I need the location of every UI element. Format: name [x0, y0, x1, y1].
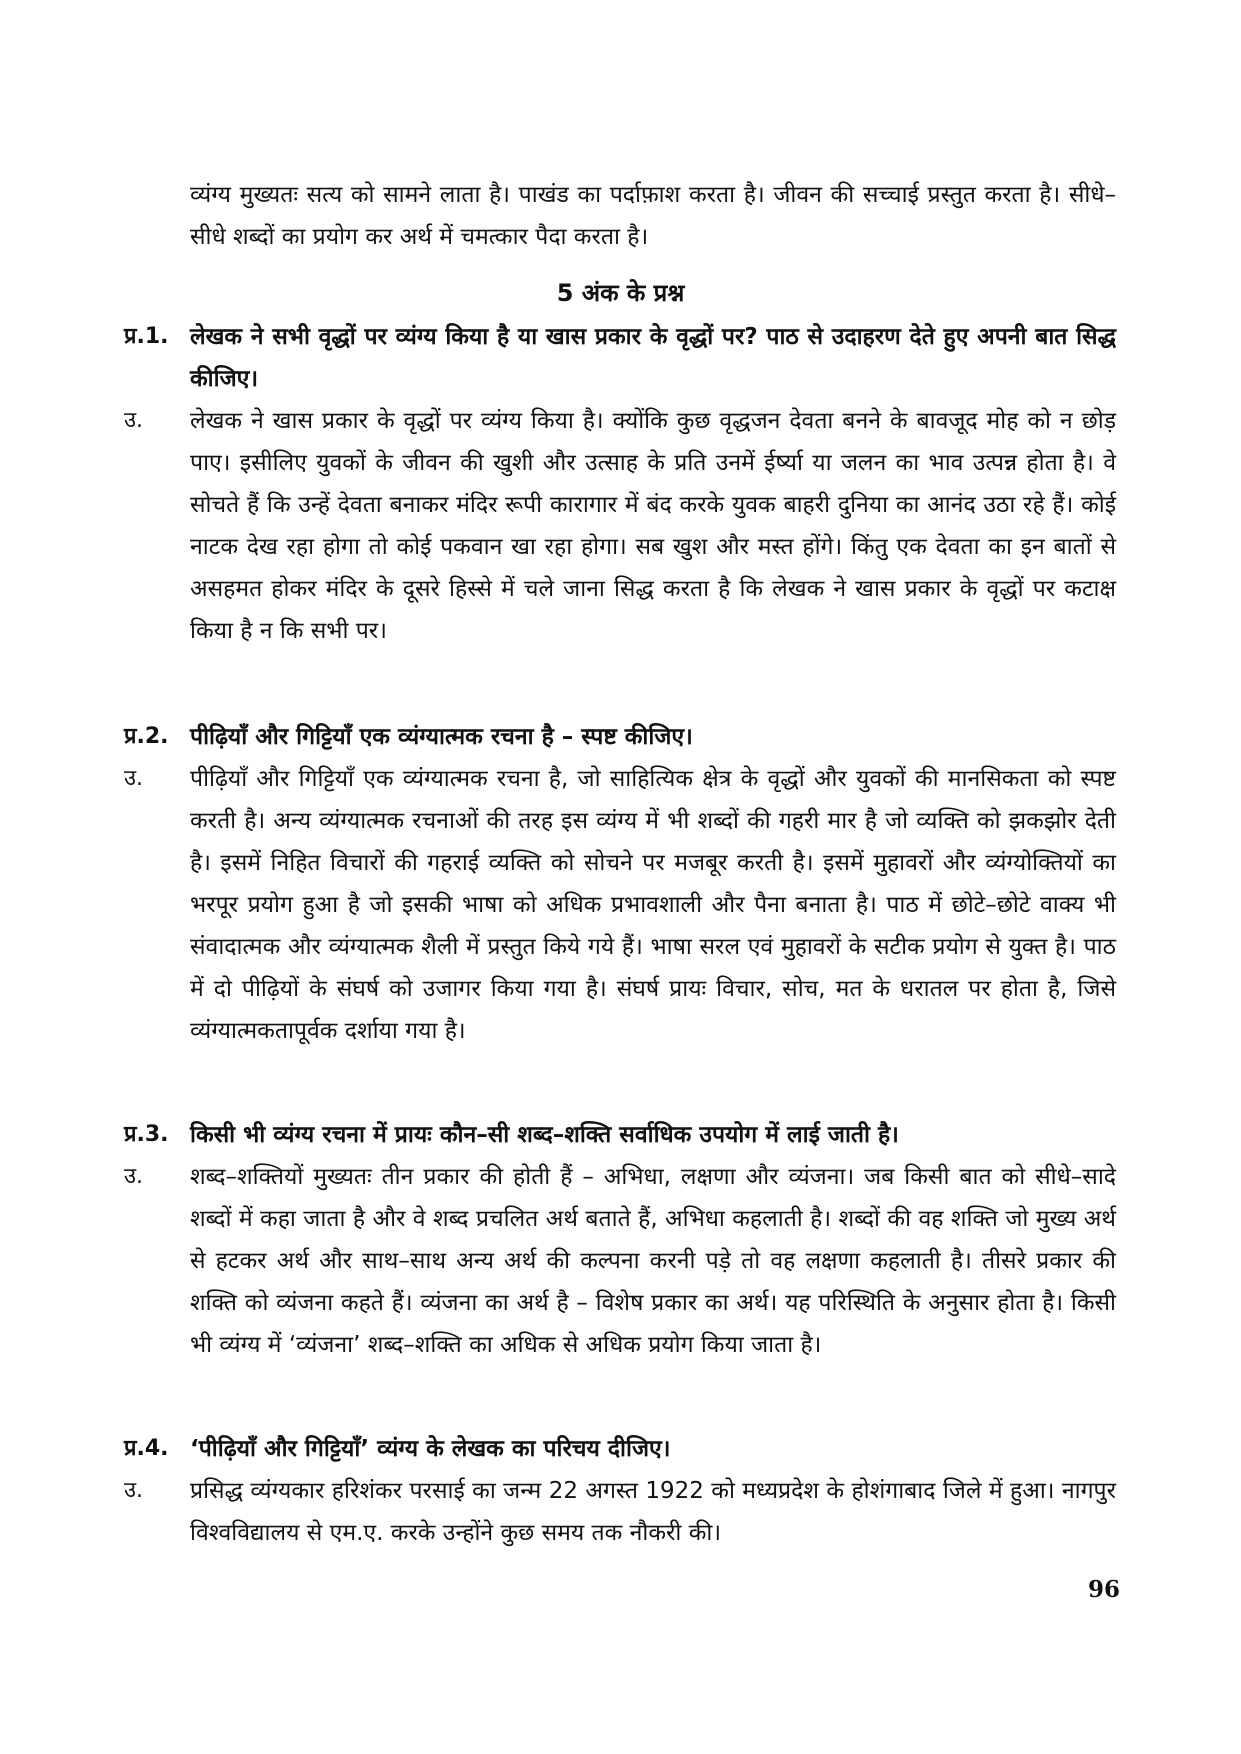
section-heading: 5 अंक के प्रश्न — [556, 279, 685, 307]
question-text: ‘पीढ़ियाँ और गिट्टियाँ’ व्यंग्य के लेखक का परिचय दीजिए। — [190, 1436, 671, 1462]
answer-text: शब्द–शक्तियों मुख्यतः तीन प्रकार की होती हैं – अभिधा, लक्षणा और व्यंजना। जब किसी बात को सीधे–सादे शब्दों में कहा जाता है और वे शब्द प्रचलित अर्थ बताते हैं, अभिधा कहलाती है। शब्दों की वह शक्ति जो मुख्य अर्थ से हटकर अर्थ और साथ–साथ अन्य अर्थ की कल्पना करनी पड़े तो वह लक्षणा कहलाती है। तीसरे प्रकार की शक्ति को व्यंजना कहते हैं। व्यंजना का अर्थ है – विशेष प्रकार का अर्थ। यह परिस्थिति के अनुसार होता है। किसी भी व्यंग्य में ‘व्यंजना’ शब्द–शक्ति का अधिक से अधिक प्रयोग किया जाता है। — [190, 1164, 1116, 1358]
question-text: लेखक ने सभी वृद्धों पर व्यंग्य किया है या खास प्रकार के वृद्धों पर? पाठ से उदाहरण देते हुए अपनी बात सिद्ध कीजिए। — [190, 324, 1116, 392]
question-label: प्र.4. — [124, 1436, 169, 1461]
answer-text: पीढ़ियाँ और गिट्टियाँ एक व्यंग्यात्मक रचना है, जो साहित्यिक क्षेत्र के वृद्धों और युवकों की मानसिकता को स्पष्ट करती है। अन्य व्यंग्यात्मक रचनाओं की तरह इस व्यंग्य में भी शब्दों की गहरी मार है जो व्यक्ति को झकझोर देती है। इसमें निहित विचारों की गहराई व्यक्ति को सोचने पर मजबूर करती है। इसमें मुहावरों और व्यंग्योक्तियों का भरपूर प्रयोग हुआ है जो इसकी भाषा को अधिक प्रभावशाली और पैना बनाता है। पाठ में छोटे–छोटे वाक्य भी संवादात्मक और व्यंग्यात्मक शैली में प्रस्तुत किये गये हैं। भाषा सरल एवं मुहावरों के सटीक प्रयोग से युक्त है। पाठ में दो पीढ़ियों के संघर्ष को उजागर किया गया है। संघर्ष प्रायः विचार, सोच, मत के धरातल पर होता है, जिसे व्यंग्यात्मकतापूर्वक दर्शाया गया है। — [190, 766, 1116, 1044]
question-text: किसी भी व्यंग्य रचना में प्रायः कौन–सी शब्द–शक्ति सर्वाधिक उपयोग में लाई जाती है। — [190, 1122, 899, 1148]
question-label: प्र.3. — [124, 1122, 169, 1147]
answer-label: उ. — [124, 1164, 144, 1189]
question-label: प्र.2. — [124, 724, 169, 749]
answer-label: उ. — [124, 766, 144, 791]
page-number: 96 — [1087, 1576, 1120, 1603]
question-text: पीढ़ियाँ और गिट्टियाँ एक व्यंग्यात्मक रचना है – स्पष्ट कीजिए। — [190, 724, 693, 750]
intro-paragraph: व्यंग्य मुख्यतः सत्य को सामने लाता है। पाखंड का पर्दाफ़ाश करता है। जीवन की सच्चाई प्रस्तुत करता है। सीधे–सीधे शब्दों का प्रयोग कर अर्थ में चमत्कार पैदा करता है। — [190, 182, 1116, 250]
question-label: प्र.1. — [124, 324, 169, 349]
answer-text: लेखक ने खास प्रकार के वृद्धों पर व्यंग्य किया है। क्योंकि कुछ वृद्धजन देवता बनने के बावजूद मोह को न छोड़ पाए। इसीलिए युवकों के जीवन की खुशी और उत्साह के प्रति उनमें ईर्ष्या या जलन का भाव उत्पन्न होता है। वे सोचते हैं कि उन्हें देवता बनाकर मंदिर रूपी कारागार में बंद करके युवक बाहरी दुनिया का आनंद उठा रहे हैं। कोई नाटक देख रहा होगा तो कोई पकवान खा रहा होगा। सब खुश और मस्त होंगे। किंतु एक देवता का इन बातों से असहमत होकर मंदिर के दूसरे हिस्से में चले जाना सिद्ध करता है कि लेखक ने खास प्रकार के वृद्धों पर कटाक्ष किया है न कि सभी पर। — [190, 408, 1116, 644]
answer-label: उ. — [124, 1478, 144, 1503]
answer-label: उ. — [124, 408, 144, 433]
answer-text: प्रसिद्ध व्यंग्यकार हरिशंकर परसाई का जन्म 22 अगस्त 1922 को मध्यप्रदेश के होशंगाबाद जिले में हुआ। नागपुर विश्वविद्यालय से एम.ए. करके उन्होंने कुछ समय तक नौकरी की। — [190, 1478, 1116, 1546]
